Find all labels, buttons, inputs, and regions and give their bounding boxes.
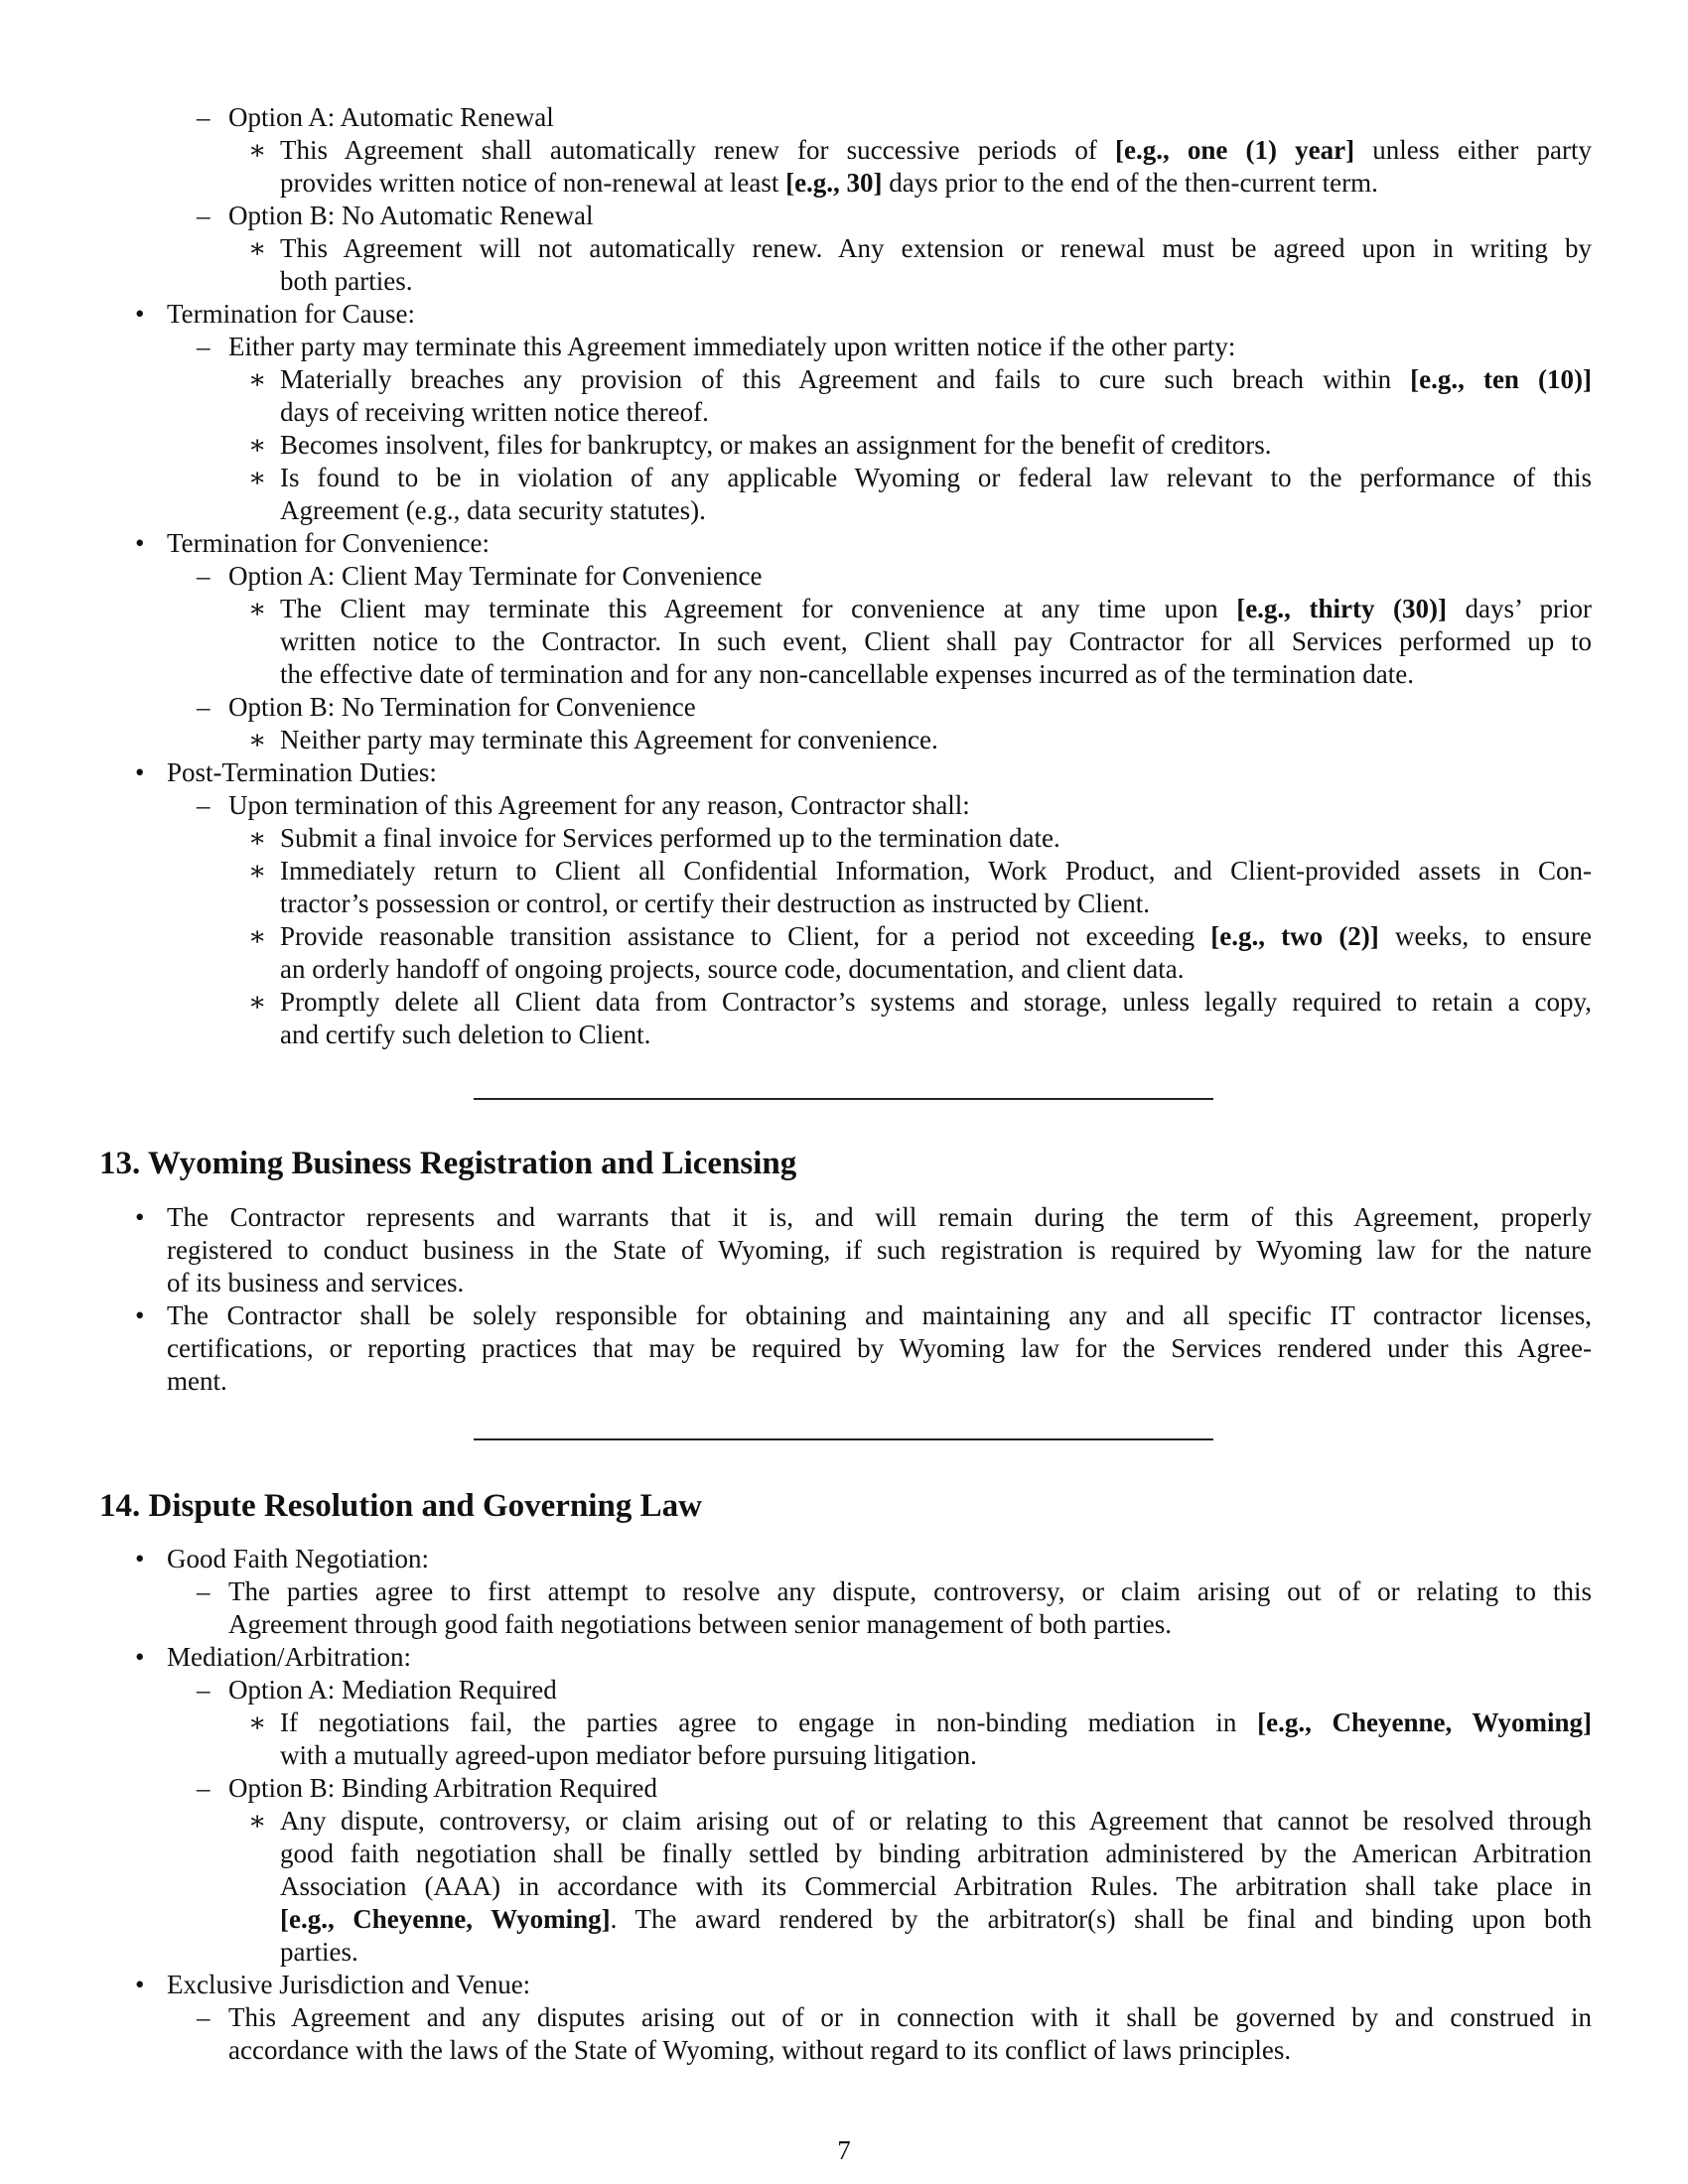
list-star: ∗ xyxy=(248,921,267,951)
list-star: ∗ xyxy=(248,823,267,853)
list-item: Neither party may terminate this Agreement for convenience. xyxy=(280,725,938,754)
list-item: The parties agree to first attempt to resolve any dispute, controversy, or claim arising out of or relating to this xyxy=(228,1576,1592,1606)
list-item: This Agreement and any disputes arising out of or in connection with it shall be governed by and construed in xyxy=(228,2002,1592,2032)
list-bullet: • xyxy=(135,299,145,329)
list-bullet: • xyxy=(135,1300,145,1330)
list-star: ∗ xyxy=(248,856,267,886)
section-divider xyxy=(474,1098,1213,1100)
list-item: the effective date of termination and for any non-cancellable expenses incurred as of the termination date. xyxy=(280,659,1415,689)
list-item: accordance with the laws of the State of Wyoming, without regard to its conflict of laws principles. xyxy=(228,2035,1292,2065)
list-item: certifications, or reporting practices that may be required by Wyoming law for the Services rendered under this Agree- xyxy=(167,1333,1592,1363)
list-star: ∗ xyxy=(248,594,267,623)
list-dash: – xyxy=(197,2002,211,2032)
list-dash: – xyxy=(197,1576,211,1606)
list-item: The Contractor shall be solely responsible for obtaining and maintaining any and all specific IT contractor licenses, xyxy=(167,1300,1592,1330)
list-bullet: • xyxy=(135,1642,145,1672)
list-item: of its business and services. xyxy=(167,1268,465,1297)
list-item: provides written notice of non-renewal at least [e.g., 30] days prior to the end of the then-current term. xyxy=(280,168,1378,198)
list-item: Option B: No Automatic Renewal xyxy=(228,201,594,230)
list-item: and certify such deletion to Client. xyxy=(280,1020,651,1049)
list-bullet: • xyxy=(135,1202,145,1232)
list-item: This Agreement shall automatically renew for successive periods of [e.g., one (1) year] unless either party xyxy=(280,135,1592,165)
list-item: Termination for Cause: xyxy=(167,299,416,329)
list-item: Association (AAA) in accordance with its Commercial Arbitration Rules. The arbitration shall take place in xyxy=(280,1871,1592,1901)
list-bullet: • xyxy=(135,528,145,558)
list-item: Termination for Convenience: xyxy=(167,528,491,558)
list-star: ∗ xyxy=(248,987,267,1017)
list-item: Exclusive Jurisdiction and Venue: xyxy=(167,1970,531,1999)
list-dash: – xyxy=(197,102,211,132)
list-item: Any dispute, controversy, or claim arising out of or relating to this Agreement that cannot be resolved through xyxy=(280,1806,1592,1836)
list-dash: – xyxy=(197,692,211,722)
list-dash: – xyxy=(197,1773,211,1803)
list-item: Option A: Mediation Required xyxy=(228,1675,557,1705)
list-star: ∗ xyxy=(248,364,267,394)
list-item: with a mutually agreed-upon mediator before pursuing litigation. xyxy=(280,1740,977,1770)
list-item: parties. xyxy=(280,1937,358,1967)
list-bullet: • xyxy=(135,1544,145,1573)
list-item: Agreement (e.g., data security statutes). xyxy=(280,495,706,525)
list-item: Materially breaches any provision of this Agreement and fails to cure such breach within [e.g., ten (10)] xyxy=(280,364,1592,394)
list-item: Either party may terminate this Agreement immediately upon written notice if the other party: xyxy=(228,332,1236,361)
list-bullet: • xyxy=(135,1970,145,1999)
list-item: Submit a final invoice for Services performed up to the termination date. xyxy=(280,823,1060,853)
list-dash: – xyxy=(197,1675,211,1705)
list-item: Provide reasonable transition assistance to Client, for a period not exceeding [e.g., two (2)] weeks, to ensure xyxy=(280,921,1592,951)
list-item: Mediation/Arbitration: xyxy=(167,1642,411,1672)
renewal-options xyxy=(0,101,1688,1051)
list-star: ∗ xyxy=(248,463,267,492)
section-14-body xyxy=(0,1543,1688,2067)
list-item: registered to conduct business in the State of Wyoming, if such registration is required by Wyoming law for the nature xyxy=(167,1235,1592,1265)
list-star: ∗ xyxy=(248,233,267,263)
list-dash: – xyxy=(197,561,211,591)
list-item: Option B: No Termination for Convenience xyxy=(228,692,696,722)
list-item: Upon termination of this Agreement for any reason, Contractor shall: xyxy=(228,790,970,820)
list-item: an orderly handoff of ongoing projects, source code, documentation, and client data. xyxy=(280,954,1185,984)
list-item: The Contractor represents and warrants that it is, and will remain during the term of this Agreement, properly xyxy=(167,1202,1592,1232)
page-number: 7 xyxy=(837,2135,851,2165)
section-13-heading: 13. Wyoming Business Registration and Licensing xyxy=(99,1146,797,1181)
list-item: ment. xyxy=(167,1366,227,1396)
list-item: Option A: Client May Terminate for Convenience xyxy=(228,561,763,591)
list-star: ∗ xyxy=(248,430,267,460)
list-item: Agreement through good faith negotiations between senior management of both parties. xyxy=(228,1609,1172,1639)
list-item: Becomes insolvent, files for bankruptcy, or makes an assignment for the benefit of creditors. xyxy=(280,430,1272,460)
list-item: both parties. xyxy=(280,266,413,296)
list-dash: – xyxy=(197,332,211,361)
list-star: ∗ xyxy=(248,135,267,165)
list-item: written notice to the Contractor. In such event, Client shall pay Contractor for all Services performed up to xyxy=(280,626,1592,656)
list-star: ∗ xyxy=(248,1707,267,1737)
list-item: Option B: Binding Arbitration Required xyxy=(228,1773,657,1803)
list-dash: – xyxy=(197,790,211,820)
section-14-heading: 14. Dispute Resolution and Governing Law xyxy=(99,1488,702,1524)
list-bullet: • xyxy=(135,757,145,787)
section-13-body xyxy=(0,1201,1688,1398)
list-dash: – xyxy=(197,201,211,230)
list-item: This Agreement will not automatically renew. Any extension or renewal must be agreed upon in writing by xyxy=(280,233,1592,263)
list-item: days of receiving written notice thereof. xyxy=(280,397,709,427)
list-item: Option A: Automatic Renewal xyxy=(228,102,554,132)
list-item: [e.g., Cheyenne, Wyoming]. The award rendered by the arbitrator(s) shall be final and binding upon both xyxy=(280,1904,1593,1934)
list-item: good faith negotiation shall be finally settled by binding arbitration administered by the American Arbitration xyxy=(280,1839,1592,1868)
list-item: Good Faith Negotiation: xyxy=(167,1544,429,1573)
list-item: tractor’s possession or control, or certify their destruction as instructed by Client. xyxy=(280,888,1151,918)
list-item: Promptly delete all Client data from Contractor’s systems and storage, unless legally required to retain a copy, xyxy=(280,987,1592,1017)
list-item: Post-Termination Duties: xyxy=(167,757,437,787)
list-item: The Client may terminate this Agreement for convenience at any time upon [e.g., thirty (30)] days’ prior xyxy=(280,594,1593,623)
section-divider xyxy=(474,1438,1213,1440)
list-item: If negotiations fail, the parties agree to engage in non-binding mediation in [e.g., Cheyenne, Wyoming] xyxy=(280,1707,1593,1737)
list-star: ∗ xyxy=(248,1806,267,1836)
list-star: ∗ xyxy=(248,725,267,754)
list-item: Immediately return to Client all Confidential Information, Work Product, and Client-provided assets in Con- xyxy=(280,856,1592,886)
list-item: Is found to be in violation of any applicable Wyoming or federal law relevant to the performance of this xyxy=(280,463,1592,492)
